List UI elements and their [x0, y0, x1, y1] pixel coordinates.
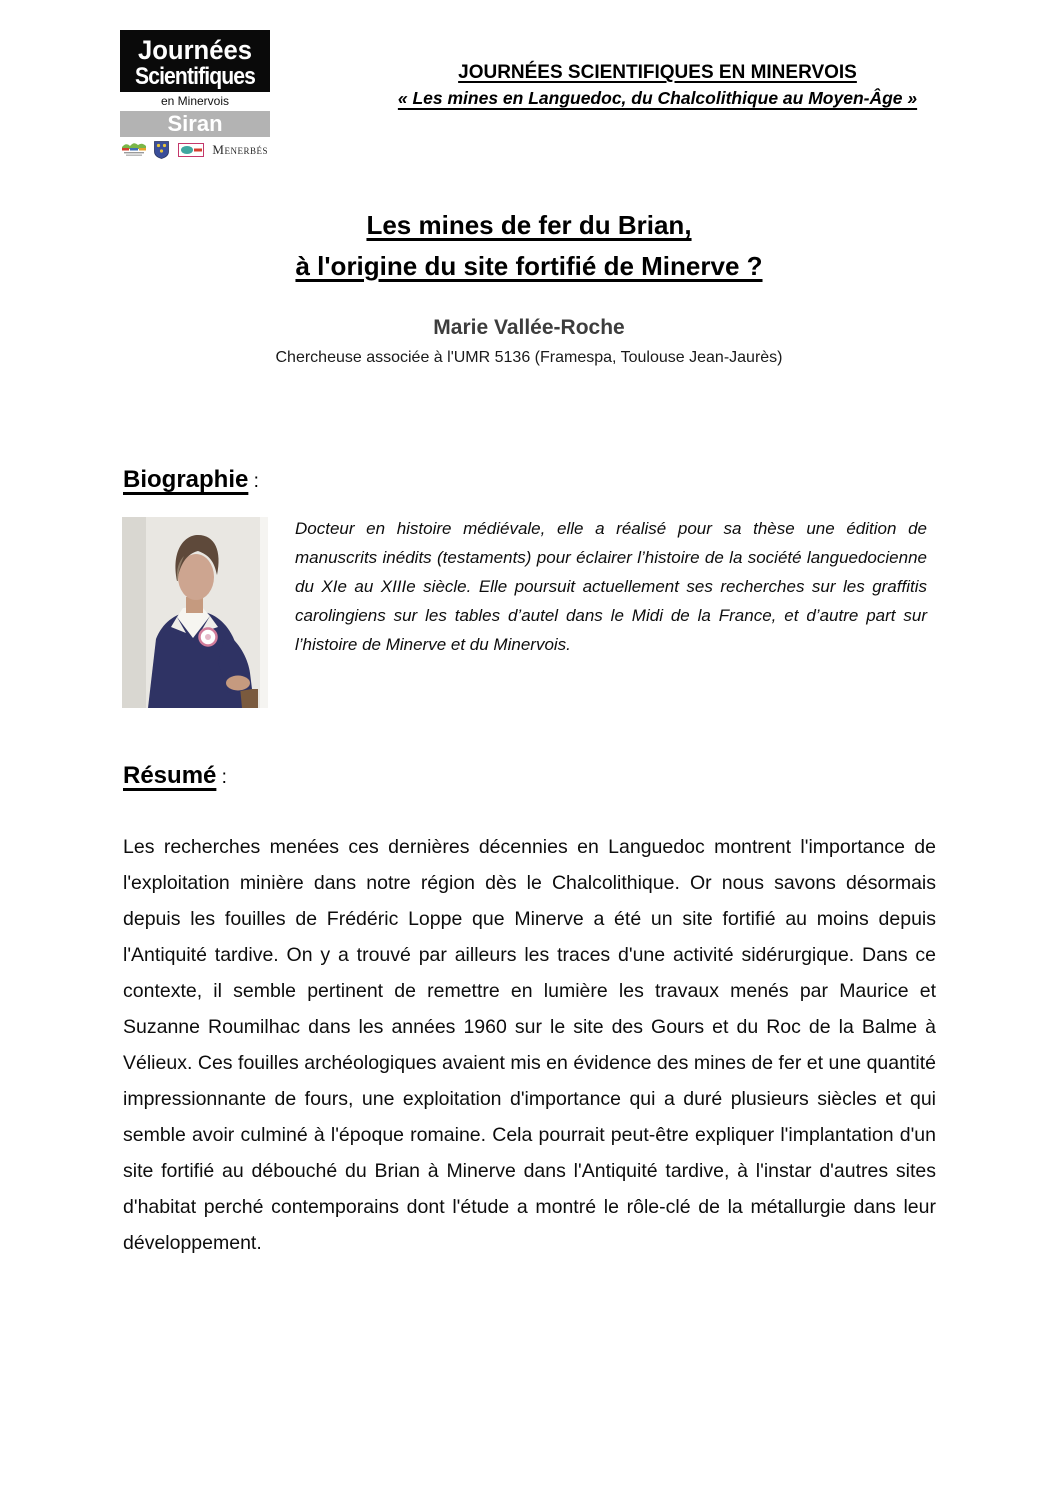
partner-logos-row — [120, 137, 270, 159]
title-line-1: Les mines de fer du Brian, — [366, 210, 692, 240]
conference-name: JOURNÉES SCIENTIFIQUES EN MINERVOIS — [458, 62, 857, 83]
menerbes-wordmark: Menerbés — [212, 141, 268, 157]
page-title — [123, 205, 935, 287]
partner-badge-icon — [178, 143, 204, 157]
resume-heading-label: Résumé — [123, 762, 217, 789]
author-name: Marie Vallée-Roche — [433, 316, 625, 339]
logo-line-scientifiques: Scientifiques — [134, 63, 256, 91]
logo-line-journees: Journées — [137, 35, 253, 65]
event-logo-title — [120, 30, 270, 92]
conference-theme: « Les mines en Languedoc, du Chalcolithique au Moyen-Âge » — [397, 88, 918, 108]
title-line-2: à l'origine du site fortifié de Minerve ? — [295, 251, 763, 281]
community-logo-icon — [122, 141, 146, 158]
biography-text: Docteur en histoire médiévale, elle a réalisé pour sa thèse une édition de manuscrits inédits (testaments) pour éclairer l’histoire de la société languedocienne du XIe au XIIIe siècle. Elle poursuit actuellement ses recherches sur les graffitis carolingiens sur les tables d’autel dans le Midi de la France, et d’autre part sur l’histoire de Minerve et du Minervois. — [295, 519, 927, 654]
logo-line-en-minervois: en Minervois — [120, 92, 270, 111]
author-photo — [122, 517, 268, 708]
biography-heading-colon: : — [248, 471, 259, 492]
siran-coat-of-arms-icon — [154, 141, 169, 159]
resume-text: Les recherches menées ces dernières décennies en Languedoc montrent l'importance de l'exploitation minière dans notre région dès le Chalcolithique. Or nous savons désormais depuis les fouilles de Frédéric Loppe que Minerve a été un site fortifié au moins depuis l'Antiquité tardive. On y a trouvé par ailleurs les traces d'une activité sidérurgique. Dans ce contexte, il semble pertinent de remettre en lumière les travaux menés par Maurice et Suzanne Roumilhac dans les années 1960 sur le site des Gours et du Roc de la Balme à Vélieux. Ces fouilles archéologiques avaient mis en évidence des mines de fer et une quantité impressionnante de fours, une exploitation d'importance qui a duré plusieurs siècles et qui semble avoir culminé à l'époque romaine. Cela pourrait peut-être expliquer l'implantation d'un site fortifié au débouché du Brian à Minerve dans l'Antiquité tardive, à l'instar d'autres sites d'habitat perché contemporains dont l'étude a montré le rôle-clé de la métallurgie dans leur développement. — [123, 836, 936, 1254]
resume-heading-colon: : — [216, 767, 227, 788]
biography-heading-label: Biographie — [123, 466, 249, 493]
event-logo — [120, 30, 270, 159]
biography-heading — [123, 466, 259, 494]
logo-line-siran: Siran — [120, 111, 270, 137]
resume-heading — [123, 762, 227, 790]
author-affiliation: Chercheuse associée à l'UMR 5136 (Framespa, Toulouse Jean-Jaurès) — [275, 349, 783, 366]
conference-header — [285, 62, 1030, 109]
